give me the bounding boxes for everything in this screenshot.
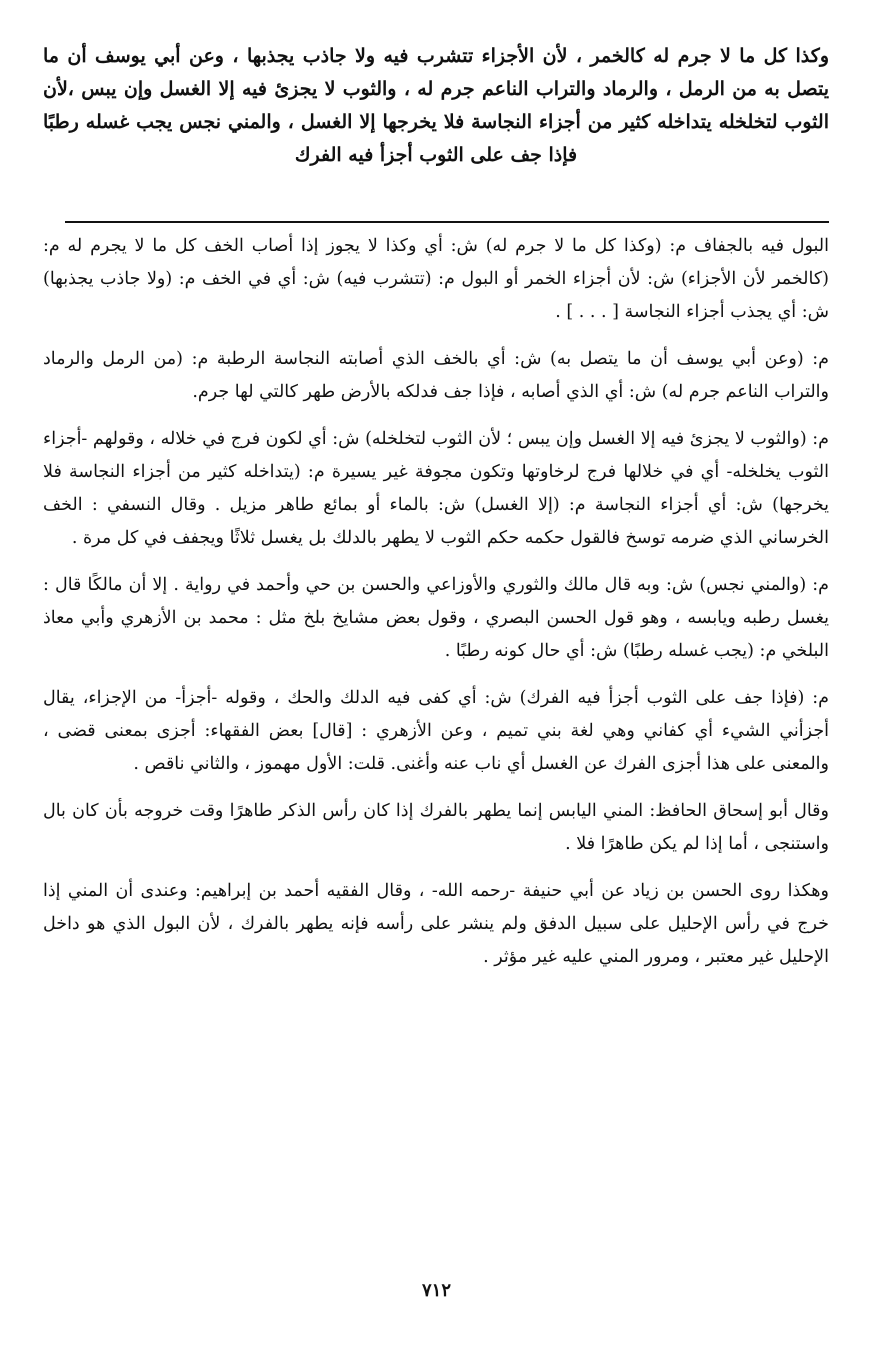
main-text-block (43, 40, 829, 172)
commentary-paragraph-1: البول فيه بالجفاف م: (وكذا كل ما لا جرم له) ش: أي وكذا لا يجوز إذا أصاب الخف كل ما لا يجرم له م: (كالخمر لأن الأجزاء) ش: لأن أجزاء الخمر أو البول م: (تتشرب فيه) ش: أي في الخف م: (ولا جاذب يجذبها) ش: أي يجذب أجزاء النجاسة [ . . . ] . (43, 236, 829, 322)
commentary-paragraph-4: م: (والمني نجس) ش: وبه قال مالك والثوري والأوزاعي والحسن بن حي وأحمد في رواية . إلا أن مالكًا قال : يغسل رطبه ويابسه ، وهو قول الحسن البصري ، وقول بعض مشايخ بلخ مثل : محمد بن الأزهري وأبي معاذ البلخي م: (يجب غسله رطبًا) ش: أي حال كونه رطبًا . (43, 575, 829, 661)
page-number: ٧١٢ (421, 1280, 451, 1301)
commentary-paragraph-7: وهكذا روى الحسن بن زياد عن أبي حنيفة -رحمه الله- ، وقال الفقيه أحمد بن إبراهيم: وعندى أن المني إذا خرج في رأس الإحليل على سبيل الدفق ولم ينشر على رأسه فإنه يطهر بالفرك ، لأن البول الذي هو داخل الإحليل غير معتبر ، ومرور المني عليه غير مؤثر . (43, 881, 829, 967)
separator-line (65, 221, 829, 223)
commentary-paragraph-6: وقال أبو إسحاق الحافظ: المني اليابس إنما يطهر بالفرك إذا كان رأس الذكر طاهرًا وقت خروجه بأن كان بال واستنجى ، أما إذا لم يكن طاهرًا فلا . (43, 801, 829, 854)
main-text: وكذا كل ما لا جرم له كالخمر ، لأن الأجزاء تتشرب فيه ولا جاذب يجذبها ، وعن أبي يوسف أن ما يتصل به من الرمل ، والرماد والتراب الناعم جرم له ، والثوب لا يجزئ فيه إلا الغسل وإن يبس ،لأن الثوب لتخلخله يتداخله كثير من أجزاء النجاسة فلا يخرجها إلا الغسل ، والمني نجس يجب غسله رطبًا فإذا جف على الثوب أجزأ فيه الفرك (43, 45, 829, 166)
commentary-paragraph-5: م: (فإذا جف على الثوب أجزأ فيه الفرك) ش: أي كفى فيه الدلك والحك ، وقوله -أجزأ- من الإجزاء، يقال أجزأني الشيء أي كفاني وهي لغة بني تميم ، وعن الأزهري : [قال] بعض الفقهاء: أجزى بمعنى قضى ، والمعنى على هذا أجزى الفرك عن الغسل أي ناب عنه وأغنى. قلت: الأول مهموز ، والثاني ناقص . (43, 688, 829, 774)
commentary-paragraph-2: م: (وعن أبي يوسف أن ما يتصل به) ش: أي بالخف الذي أصابته النجاسة الرطبة م: (من الرمل والرماد والتراب الناعم جرم له) ش: أي الذي أصابه ، فإذا جف فدلكه بالأرض طهر كالتي لها جرم. (43, 349, 829, 402)
commentary-paragraph-3: م: (والثوب لا يجزئ فيه إلا الغسل وإن يبس ؛ لأن الثوب لتخلخله) ش: أي لكون فرج في خلاله ، وقولهم -أجزاء الثوب يخلخله- أي في خلالها فرج لرخاوتها وتكون مجوفة غير يسيرة م: (يتداخله كثير من أجزاء النجاسة فلا يخرجها) ش: أي أجزاء النجاسة م: (إلا الغسل) ش: بالماء أو بمائع طاهر مزيل . وقال النسفي : الخف الخرساني الذي ضرمه توسخ فالقول حكمه حكم الثوب لا يطهر بالدلك بل يغسل ثلاثًا ويجفف في كل مرة . (43, 429, 830, 548)
commentary-block (43, 230, 829, 988)
